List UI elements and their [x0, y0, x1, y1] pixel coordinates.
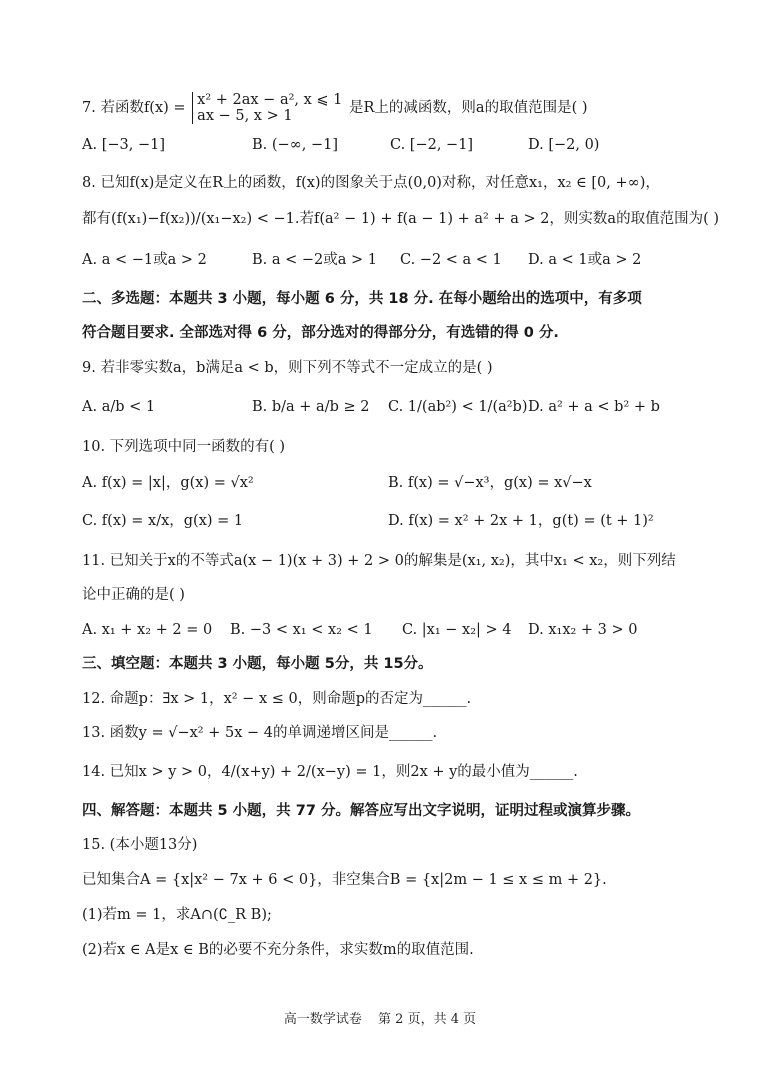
q8-line-2: 都有(f(x₁)−f(x₂))/(x₁−x₂) < −1.若f(a² − 1) + f(a − 1) + a² + a > 2，则实数a的取值范围为( )	[82, 211, 720, 227]
q11-option-c: C. |x₁ − x₂| > 4	[402, 622, 512, 638]
q11-line-1: 11. 已知关于x的不等式a(x − 1)(x + 3) + 2 > 0的解集是(x₁, x₂)，其中x₁ < x₂，则下列结	[82, 553, 676, 569]
q7-stem-after: 是R上的减函数，则a的取值范围是( )	[349, 100, 588, 116]
q11-option-a: A. x₁ + x₂ + 2 = 0	[82, 622, 213, 638]
q7-stem-before: 7. 若函数f(x) =	[82, 100, 186, 116]
section-4-title: 四、解答题：本题共 5 小题，共 77 分。解答应写出文字说明，证明过程或演算步骤。	[82, 803, 640, 819]
page-footer	[0, 1008, 760, 1027]
q7-piece-top: x² + 2ax − a², x ⩽ 1	[197, 92, 343, 108]
q9-option-a: A. a/b < 1	[82, 399, 156, 415]
q11-option-b: B. −3 < x₁ < x₂ < 1	[230, 622, 373, 638]
q11-option-d: D. x₁x₂ + 3 > 0	[528, 622, 638, 638]
q14-text: 14. 已知x > y > 0，4/(x+y) + 2/(x−y) = 1，则2x + y的最小值为______.	[82, 764, 578, 780]
q7-option-a: A. [−3, −1]	[82, 137, 165, 153]
q15-part-1: (1)若m = 1，求A∩(∁_R B);	[82, 907, 272, 923]
q9-stem: 9. 若非零实数a，b满足a < b，则下列不等式不一定成立的是( )	[82, 360, 493, 376]
q9-option-d: D. a² + a < b² + b	[528, 399, 660, 415]
q15-header: 15. (本小题13分)	[82, 837, 198, 853]
q10-option-a: A. f(x) = |x|，g(x) = √x²	[82, 475, 254, 491]
q15-part-2: (2)若x ∈ A是x ∈ B的必要不充分条件，求实数m的取值范围.	[82, 942, 474, 958]
q11-line-2: 论中正确的是( )	[82, 587, 185, 603]
q7-piecewise	[192, 92, 342, 124]
section-2-line-1: 二、多选题：本题共 3 小题，每小题 6 分，共 18 分. 在每小题给出的选项中，有多项	[82, 291, 642, 307]
q9-option-b: B. b/a + a/b ≥ 2	[252, 399, 370, 415]
q9-option-c: C. 1/(ab²) < 1/(a²b)	[388, 399, 528, 415]
q10-option-d: D. f(x) = x² + 2x + 1，g(t) = (t + 1)²	[388, 513, 654, 529]
q8-line-1: 8. 已知f(x)是定义在R上的函数，f(x)的图象关于点(0,0)对称，对任意x₁，x₂ ∈ [0, +∞)，	[82, 175, 660, 191]
q13-text: 13. 函数y = √−x² + 5x − 4的单调递增区间是______.	[82, 725, 438, 741]
q15-given: 已知集合A = {x|x² − 7x + 6 < 0}，非空集合B = {x|2m − 1 ≤ x ≤ m + 2}.	[82, 872, 607, 888]
q10-option-c: C. f(x) = x/x，g(x) = 1	[82, 513, 244, 529]
q7-option-b: B. (−∞, −1]	[252, 137, 339, 153]
q7-piece-bottom: ax − 5, x > 1	[197, 108, 293, 124]
section-2-line-2: 符合题目要求. 全部选对得 6 分，部分选对的得部分分，有选错的得 0 分.	[82, 325, 559, 341]
q7-option-c: C. [−2, −1]	[390, 137, 474, 153]
q8-option-c: C. −2 < a < 1	[400, 252, 502, 268]
q8-option-a: A. a < −1或a > 2	[82, 252, 207, 268]
q8-option-b: B. a < −2或a > 1	[252, 252, 377, 268]
section-3-title: 三、填空题：本题共 3 小题，每小题 5分，共 15分。	[82, 656, 433, 672]
footer-exam-title: 高一数学试卷	[283, 1012, 362, 1027]
q8-option-d: D. a < 1或a > 2	[528, 252, 642, 268]
footer-page-number: 第 2 页，共 4 页	[378, 1012, 477, 1027]
q7-option-d: D. [−2, 0)	[528, 137, 600, 153]
q12-text: 12. 命题p：∃x > 1，x² − x ≤ 0，则命题p的否定为______.	[82, 691, 472, 707]
q10-stem: 10. 下列选项中同一函数的有( )	[82, 439, 286, 455]
question-7	[82, 92, 700, 124]
q10-option-b: B. f(x) = √−x³，g(x) = x√−x	[388, 475, 592, 491]
